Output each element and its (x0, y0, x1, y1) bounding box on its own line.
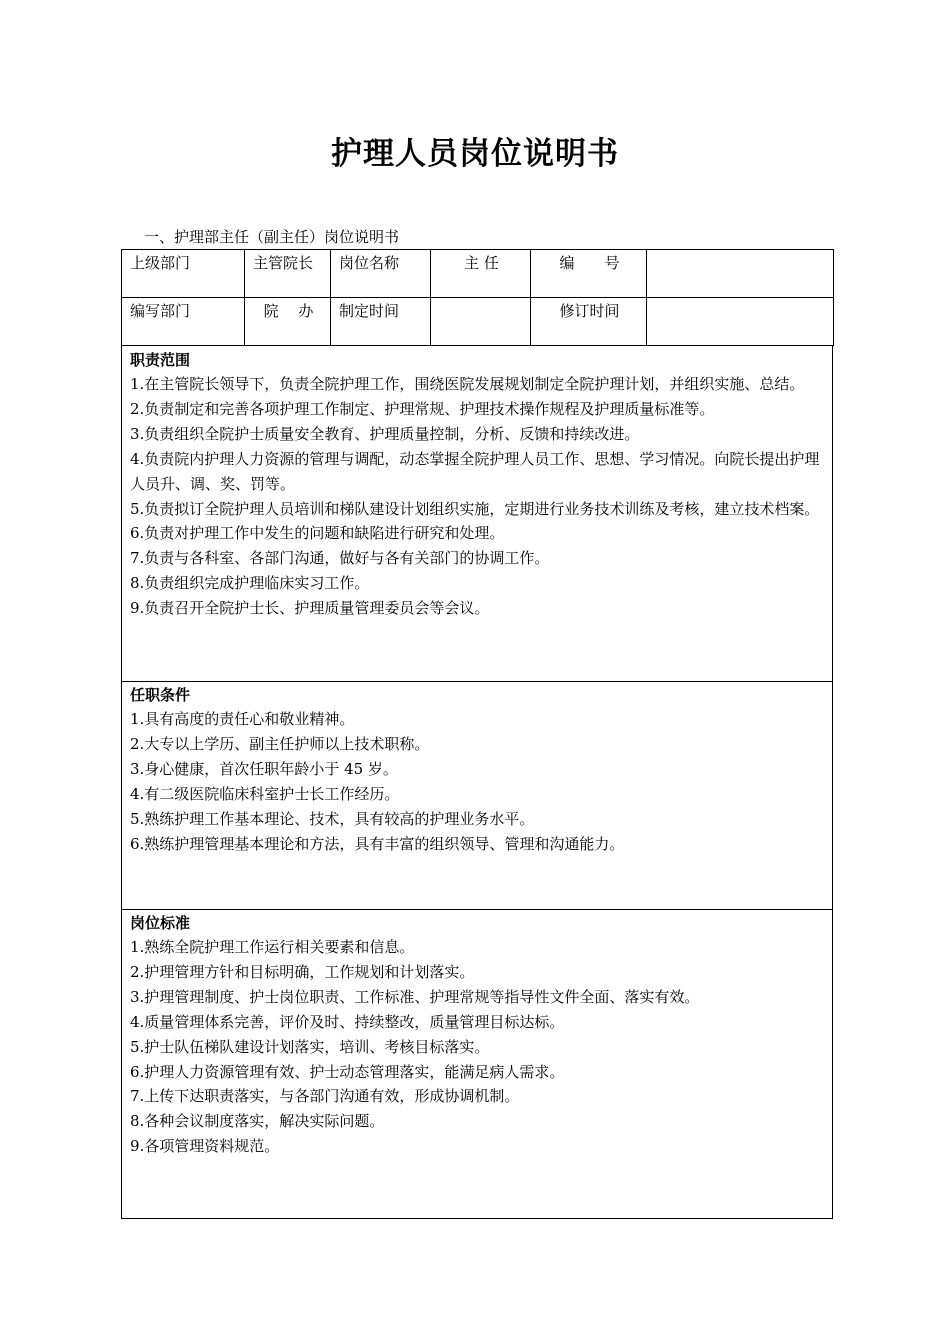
list-item: 2.护理管理方针和目标明确，工作规划和计划落实。 (130, 962, 475, 981)
page-title: 护理人员岗位说明书 (331, 136, 619, 172)
label-position-name: 岗位名称 (331, 250, 431, 298)
list-item: 1.具有高度的责任心和敬业精神。 (130, 710, 355, 728)
value-revised-time (647, 298, 834, 346)
value-superior-dept: 主管院长 (245, 250, 331, 298)
duties-heading: 职责范围 (130, 351, 191, 369)
list-item: 5.负责拟订全院护理人员培训和梯队建设计划组织实施，定期进行业务技术训练及考核，建立技术档案。 (130, 499, 820, 518)
list-item: 4.质量管理体系完善，评价及时、持续整改，质量管理目标达标。 (130, 1012, 565, 1031)
list-item: 5.护士队伍梯队建设计划落实，培训、考核目标落实。 (130, 1037, 490, 1056)
label-revised-time: 修订时间 (531, 298, 647, 346)
qualifications-list (130, 707, 824, 856)
qualifications-section (121, 681, 833, 910)
list-item: 6.熟练护理管理基本理论和方法，具有丰富的组织领导、管理和沟通能力。 (130, 834, 625, 853)
value-position-name: 主 任 (431, 250, 531, 298)
standards-section (121, 909, 833, 1219)
list-item: 5.熟练护理工作基本理论、技术，具有较高的护理业务水平。 (130, 809, 535, 828)
list-item: 4.负责院内护理人力资源的管理与调配，动态掌握全院护理人员工作、思想、学习情况。向院长提出护理人员升、调、奖、罚等。 (130, 449, 820, 493)
label-serial-number: 编 号 (531, 250, 647, 298)
value-author-dept: 院 办 (245, 298, 331, 346)
label-author-dept: 编写部门 (122, 298, 245, 346)
value-created-time (431, 298, 531, 346)
list-item: 8.各种会议制度落实，解决实际问题。 (130, 1112, 385, 1131)
section-subtitle: 一、护理部主任（副主任）岗位说明书 (144, 228, 400, 246)
duties-list (130, 372, 824, 621)
list-item: 3.身心健康，首次任职年龄小于 45 岁。 (130, 759, 398, 778)
list-item: 1.在主管院长领导下，负责全院护理工作，围绕医院发展规划制定全院护理计划，并组织实施、总结。 (130, 375, 805, 393)
standards-heading: 岗位标准 (130, 914, 191, 932)
header-row-1 (122, 250, 834, 298)
header-table (121, 249, 834, 346)
list-item: 4.有二级医院临床科室护士长工作经历。 (130, 784, 400, 803)
standards-list (130, 935, 824, 1159)
qualifications-heading: 任职条件 (130, 686, 191, 704)
list-item: 6.护理人力资源管理有效、护士动态管理落实，能满足病人需求。 (130, 1062, 565, 1081)
list-item: 7.上传下达职责落实，与各部门沟通有效，形成协调机制。 (130, 1087, 520, 1106)
list-item: 1.熟练全院护理工作运行相关要素和信息。 (130, 938, 415, 956)
list-item: 7.负责与各科室、各部门沟通，做好与各有关部门的协调工作。 (130, 549, 550, 568)
label-superior-dept: 上级部门 (122, 250, 245, 298)
list-item: 2.负责制定和完善各项护理工作制定、护理常规、护理技术操作规程及护理质量标准等。 (130, 399, 715, 418)
label-created-time: 制定时间 (331, 298, 431, 346)
list-item: 6.负责对护理工作中发生的问题和缺陷进行研究和处理。 (130, 524, 505, 543)
header-row-2 (122, 298, 834, 346)
list-item: 8.负责组织完成护理临床实习工作。 (130, 574, 370, 593)
duties-section (121, 346, 833, 682)
list-item: 3.负责组织全院护士质量安全教育、护理质量控制，分析、反馈和持续改进。 (130, 424, 640, 443)
list-item: 3.护理管理制度、护士岗位职责、工作标准、护理常规等指导性文件全面、落实有效。 (130, 987, 700, 1006)
list-item: 9.负责召开全院护士长、护理质量管理委员会等会议。 (130, 599, 490, 618)
list-item: 9.各项管理资料规范。 (130, 1137, 280, 1156)
value-serial-number (647, 250, 834, 298)
list-item: 2.大专以上学历、副主任护师以上技术职称。 (130, 734, 430, 753)
